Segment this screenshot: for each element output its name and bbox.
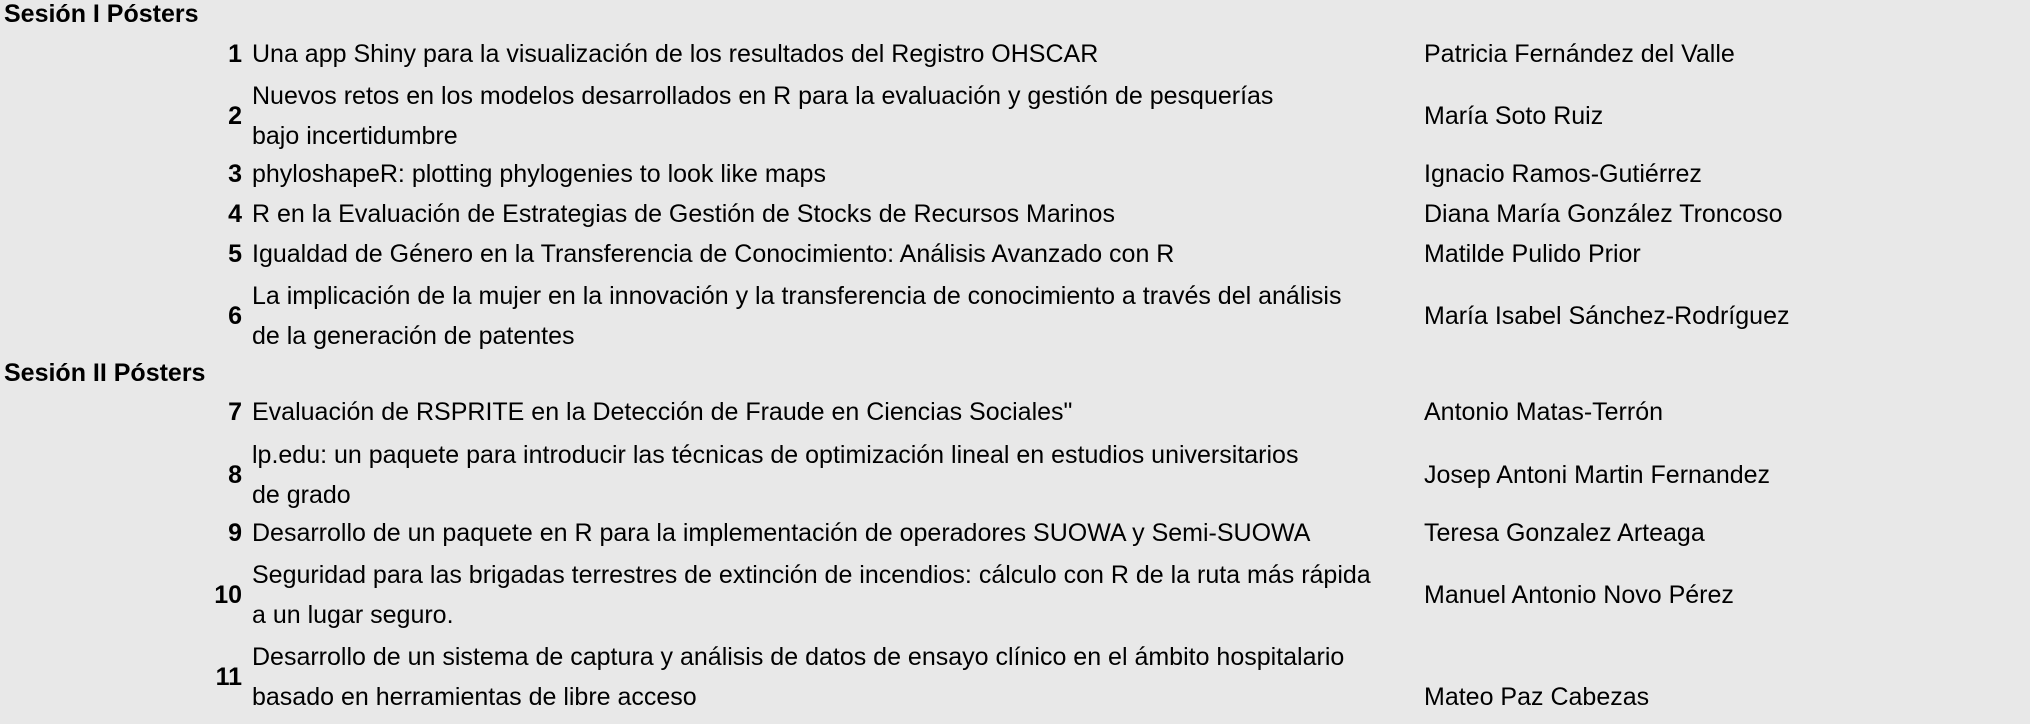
poster-title	[252, 154, 1412, 194]
poster-row-3	[0, 154, 2030, 194]
poster-number: 9	[228, 519, 242, 547]
poster-number: 5	[228, 240, 242, 268]
poster-number: 11	[215, 663, 242, 691]
poster-row-11	[0, 637, 2030, 717]
poster-title	[252, 34, 1412, 74]
poster-number: 7	[228, 398, 242, 426]
poster-number: 1	[228, 40, 242, 68]
poster-row-4	[0, 194, 2030, 234]
poster-number: 6	[228, 302, 242, 330]
poster-title-line: bajo incertidumbre	[252, 122, 458, 150]
poster-title	[252, 435, 1412, 515]
poster-author: Diana María González Troncoso	[1424, 200, 1783, 228]
poster-author: Matilde Pulido Prior	[1424, 240, 1641, 268]
poster-title-line: R en la Evaluación de Estrategias de Gestión de Stocks de Recursos Marinos	[252, 200, 1115, 228]
poster-row-10	[0, 555, 2030, 635]
poster-row-7	[0, 392, 2030, 432]
poster-author: María Isabel Sánchez-Rodríguez	[1424, 302, 1790, 330]
poster-row-1	[0, 34, 2030, 74]
poster-title-line: Nuevos retos en los modelos desarrollados en R para la evaluación y gestión de pesquerías	[252, 82, 1274, 110]
poster-row-2	[0, 76, 2030, 156]
poster-title	[252, 513, 1412, 553]
poster-author: Teresa Gonzalez Arteaga	[1424, 519, 1705, 547]
poster-author: Antonio Matas-Terrón	[1424, 398, 1664, 426]
poster-title-line: basado en herramientas de libre acceso	[252, 683, 697, 711]
poster-title-line: de la generación de patentes	[252, 322, 575, 350]
poster-row-9	[0, 513, 2030, 553]
poster-title-line: phyloshapeR: plotting phylogenies to look like maps	[252, 160, 826, 188]
poster-number: 10	[214, 581, 242, 609]
poster-title-line: de grado	[252, 481, 351, 509]
poster-number: 3	[228, 160, 242, 188]
poster-row-8	[0, 435, 2030, 515]
poster-author: Patricia Fernández del Valle	[1424, 40, 1735, 68]
poster-number: 4	[228, 200, 242, 228]
poster-title-line: Una app Shiny para la visualización de los resultados del Registro OHSCAR	[252, 40, 1099, 68]
poster-author: Manuel Antonio Novo Pérez	[1424, 581, 1734, 609]
poster-title-line: a un lugar seguro.	[252, 601, 454, 629]
poster-title-line: La implicación de la mujer en la innovación y la transferencia de conocimiento a través del análisis	[252, 282, 1342, 310]
poster-number: 2	[228, 102, 242, 130]
poster-title-line: Desarrollo de un paquete en R para la implementación de operadores SUOWA y Semi-SUOWA	[252, 519, 1311, 547]
poster-title-line: Seguridad para las brigadas terrestres de extinción de incendios: cálculo con R de la ruta más rápida	[252, 561, 1371, 589]
session-1-title: Sesión I Pósters	[4, 0, 199, 28]
poster-number: 8	[228, 461, 242, 489]
poster-author: Josep Antoni Martin Fernandez	[1424, 461, 1771, 489]
poster-title	[252, 555, 1412, 635]
poster-title	[252, 194, 1412, 234]
poster-author: Ignacio Ramos-Gutiérrez	[1424, 160, 1702, 188]
poster-title	[252, 392, 1412, 432]
poster-author: María Soto Ruiz	[1424, 102, 1604, 130]
poster-title-line: lp.edu: un paquete para introducir las técnicas de optimización lineal en estudios universitarios	[252, 441, 1299, 469]
poster-title	[252, 276, 1412, 356]
poster-title-line: Desarrollo de un sistema de captura y análisis de datos de ensayo clínico en el ámbito hospitalario	[252, 643, 1345, 671]
session-2-title: Sesión II Pósters	[4, 359, 206, 387]
poster-title-line: Evaluación de RSPRITE en la Detección de Fraude en Ciencias Sociales"	[252, 398, 1073, 426]
poster-row-5	[0, 234, 2030, 274]
poster-author: Mateo Paz Cabezas	[1424, 683, 1650, 711]
poster-title	[252, 234, 1412, 274]
poster-title	[252, 637, 1412, 717]
poster-title-line: Igualdad de Género en la Transferencia de Conocimiento: Análisis Avanzado con R	[252, 240, 1175, 268]
poster-title	[252, 76, 1412, 156]
poster-row-6	[0, 276, 2030, 356]
